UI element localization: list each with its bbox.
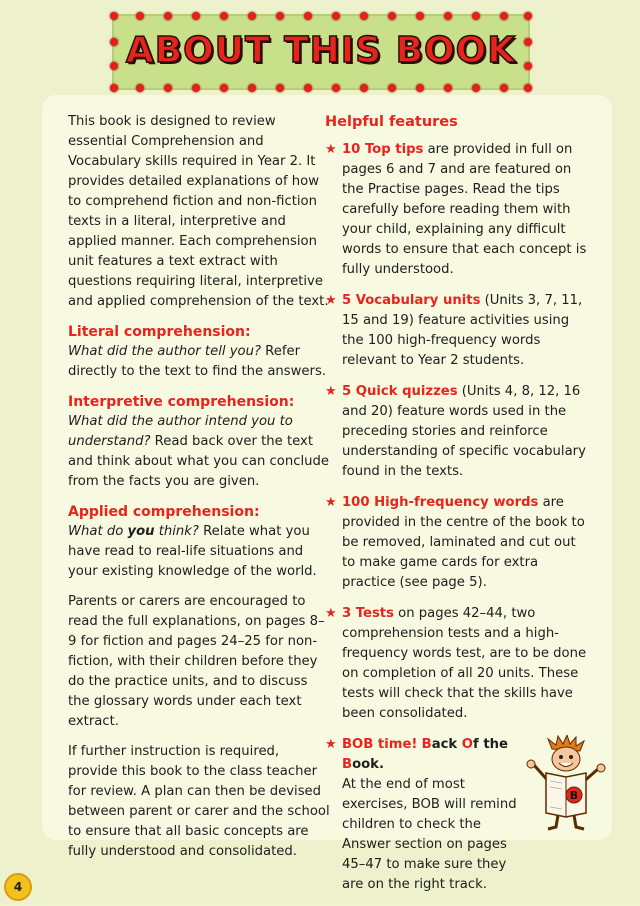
light-bulb-icon: [110, 84, 118, 92]
feature-text: are provided in the centre of the book to be removed, laminated and cut out to make game cards for extra practice (see page 5).: [342, 495, 585, 590]
star-icon: ★: [325, 737, 337, 752]
feature-top-tips: [325, 140, 590, 280]
interpretive-text: Read back over the text and think about what you can conclude from the facts you are given.: [68, 434, 329, 489]
bob-letter-b2: B: [342, 757, 353, 772]
light-bulb-icon: [248, 12, 256, 20]
light-bulb-icon: [136, 84, 144, 92]
bob-word-of: f the: [473, 737, 508, 752]
literal-section: [68, 322, 330, 382]
feature-key: 100 High-frequency words: [342, 495, 539, 510]
applied-question-a: What do: [68, 524, 128, 539]
bob-text: At the end of most exercises, BOB will remind children to check the Answer section on pages 45–47 to make sure they are on the right track.: [342, 777, 517, 892]
light-bulb-icon: [360, 84, 368, 92]
light-bulb-icon: [110, 12, 118, 20]
light-bulb-icon: [524, 12, 532, 20]
feature-text: on pages 42–44, two comprehension tests and a high-frequency words test, are to be done on completion of all 20 units. These tests will check that the skills have been consolidated.: [342, 606, 587, 721]
light-bulb-icon: [388, 12, 396, 20]
feature-text: (Units 4, 8, 12, 16 and 20) feature words used in the preceding stories and reinforce understanding of specific vocabulary found in the texts.: [342, 384, 586, 479]
feature-key: 5 Vocabulary units: [342, 293, 481, 308]
star-icon: ★: [325, 293, 337, 308]
light-bulb-icon: [164, 84, 172, 92]
star-icon: ★: [325, 142, 337, 157]
interpretive-heading: Interpretive comprehension:: [68, 394, 295, 410]
light-bulb-icon: [332, 12, 340, 20]
feature-quick-quizzes: [325, 382, 590, 482]
light-bulb-icon: [276, 12, 284, 20]
light-bulb-icon: [220, 12, 228, 20]
bob-word-ook: ook.: [352, 757, 384, 772]
light-bulb-icon: [416, 12, 424, 20]
light-bulb-icon: [136, 12, 144, 20]
light-bulb-icon: [360, 12, 368, 20]
light-bulb-icon: [332, 84, 340, 92]
feature-vocabulary-units: [325, 291, 590, 371]
further-paragraph: If further instruction is required, provide this book to the class teacher for review. A plan can then be devised between parent or carer and the school to ensure that all basic concepts are fully understood and consolidated.: [68, 744, 330, 859]
feature-text: (Units 3, 7, 11, 15 and 19) feature activities using the 100 high-frequency words relevant to Year 2 students.: [342, 293, 583, 368]
feature-tests: [325, 604, 590, 724]
light-bulb-icon: [472, 84, 480, 92]
helpful-features-heading: Helpful features: [325, 114, 458, 130]
light-bulb-icon: [472, 12, 480, 20]
light-bulb-icon: [304, 84, 312, 92]
light-bulb-icon: [192, 12, 200, 20]
bob-badge-letter: B: [569, 789, 579, 802]
bob-word-ack: ack: [431, 737, 462, 752]
bob-key: BOB time!: [342, 737, 418, 752]
light-bulb-icon: [276, 84, 284, 92]
interpretive-section: [68, 392, 330, 492]
star-icon: ★: [325, 495, 337, 510]
applied-text: Relate what you have read to real-life situations and your existing knowledge of the world.: [68, 524, 317, 579]
page-number: 4: [4, 873, 32, 901]
intro-paragraph: This book is designed to review essential Comprehension and Vocabulary skills required in Year 2. It provides detailed explanations of how to comprehend fiction and non-fiction texts in a literal, interpretive and applied manner. Each comprehension unit features a text extract with questions requiring literal, interpretive and applied comprehension of the text.: [68, 114, 329, 309]
interpretive-question: What did the author intend you to understand?: [68, 414, 293, 449]
left-column: [68, 112, 330, 872]
feature-key: 3 Tests: [342, 606, 394, 621]
bob-letter-o: O: [461, 737, 473, 752]
light-bulb-icon: [416, 84, 424, 92]
applied-question-you: you: [127, 524, 155, 539]
light-bulb-icon: [444, 12, 452, 20]
literal-heading: Literal comprehension:: [68, 324, 251, 340]
applied-question-b: think?: [154, 524, 199, 539]
light-bulb-icon: [304, 12, 312, 20]
light-bulb-icon: [192, 84, 200, 92]
parents-paragraph: Parents or carers are encouraged to read the full explanations, on pages 8–9 for fiction and pages 24–25 for non-fiction, with their children before they do the practice units, and to discuss the glossary words under each text extract.: [68, 594, 325, 729]
light-bulb-icon: [388, 84, 396, 92]
light-bulb-icon: [248, 84, 256, 92]
applied-section: [68, 502, 330, 582]
light-bulb-icon: [444, 84, 452, 92]
page-title: ABOUT THIS BOOK: [125, 30, 517, 71]
light-bulb-icon: [220, 84, 228, 92]
feature-high-frequency-words: [325, 493, 590, 593]
feature-text: are provided in full on pages 6 and 7 and are featured on the Practise pages. Read the tips carefully before reading them with your child, explaining any difficult words to ensure that each concept is fully understood.: [342, 142, 587, 277]
bob-letter-b: B: [421, 737, 432, 752]
bob-book-character-icon: [526, 735, 606, 831]
light-bulb-icon: [500, 12, 508, 20]
light-bulb-icon: [524, 84, 532, 92]
feature-key: 10 Top tips: [342, 142, 424, 157]
light-bulb-icon: [164, 12, 172, 20]
light-bulb-icon: [500, 84, 508, 92]
star-icon: ★: [325, 606, 337, 621]
literal-text: Refer directly to the text to find the answers.: [68, 344, 327, 379]
applied-heading: Applied comprehension:: [68, 504, 260, 520]
literal-question: What did the author tell you?: [68, 344, 261, 359]
star-icon: ★: [325, 384, 337, 399]
feature-key: 5 Quick quizzes: [342, 384, 458, 399]
title-banner: [112, 14, 530, 90]
